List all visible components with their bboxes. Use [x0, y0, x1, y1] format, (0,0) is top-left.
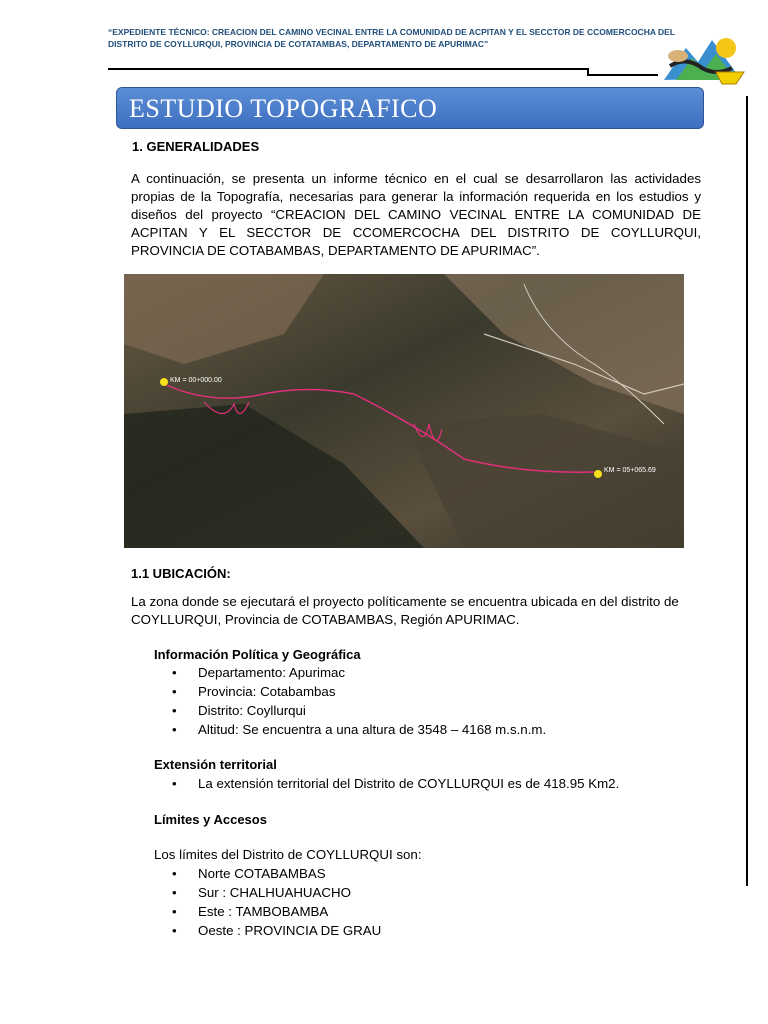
title-banner	[116, 87, 704, 129]
header-divider	[108, 68, 588, 70]
page-title: ESTUDIO TOPOGRAFICO	[129, 94, 438, 123]
limites-intro: Los límites del Distrito de COYLLURQUI son:	[154, 847, 422, 862]
info-politica-heading: Información Política y Geográfica	[154, 647, 361, 662]
ubicacion-paragraph: La zona donde se ejecutará el proyecto políticamente se encuentra ubicada en del distrito de COYLLURQUI, Provincia de COTABAMBAS, Región APURIMAC.	[131, 594, 679, 627]
list-item: • Este : TAMBOBAMBA	[154, 902, 381, 921]
satellite-route-image	[124, 274, 684, 548]
list-item: • Sur : CHALHUAHUACHO	[154, 883, 381, 902]
list-item: • Norte COTABAMBAS	[154, 864, 381, 883]
list-item: • Oeste : PROVINCIA DE GRAU	[154, 921, 381, 940]
list-item: • Altitud: Se encuentra a una altura de 3548 – 4168 m.s.n.m.	[154, 720, 546, 739]
extension-list	[154, 774, 619, 793]
route-start-label: KM = 00+000.00	[170, 377, 222, 384]
generalidades-paragraph: A continuación, se presenta un informe técnico en el cual se desarrollaron las actividades propias de la Topografía, necesarias para generar la información requerida en los estudios y diseños del proyecto “CREACION DEL CAMINO VECINAL ENTRE LA COMUNIDAD DE ACPITAN Y EL SECCTOR DE CCOMERCOCHA DEL DISTRITO DE COYLLURQUI, PROVINCIA DE COTABAMBAS, DEPARTAMENTO DE APURIMAC”.	[131, 171, 701, 258]
list-item: • Departamento: Apurimac	[154, 663, 546, 682]
list-item: • Provincia: Cotabambas	[154, 682, 546, 701]
limites-heading: Límites y Accesos	[154, 812, 267, 827]
info-politica-list	[154, 663, 546, 739]
document-header: “EXPEDIENTE TÉCNICO: CREACION DEL CAMINO VECINAL ENTRE LA COMUNIDAD DE ACPITAN Y EL SECCTOR DE CCOMERCOCHA DEL DISTRITO DE COYLLURQUI, PROVINCIA DE COTATAMBAS, DEPARTAMENTO DE APURIMAC”	[108, 27, 675, 49]
route-end-label: KM = 05+065.69	[604, 467, 656, 474]
section-heading-generalidades: 1. GENERALIDADES	[132, 139, 260, 154]
extension-heading: Extensión territorial	[154, 757, 277, 772]
section-heading-ubicacion: 1.1 UBICACIÓN:	[131, 566, 231, 581]
list-item: • La extensión territorial del Distrito de COYLLURQUI es de 418.95 Km2.	[154, 774, 619, 793]
page-side-rule	[746, 96, 748, 886]
municipality-logo	[656, 28, 748, 88]
limites-list	[154, 864, 381, 940]
header-divider-right	[588, 74, 658, 76]
list-item: • Distrito: Coyllurqui	[154, 701, 546, 720]
